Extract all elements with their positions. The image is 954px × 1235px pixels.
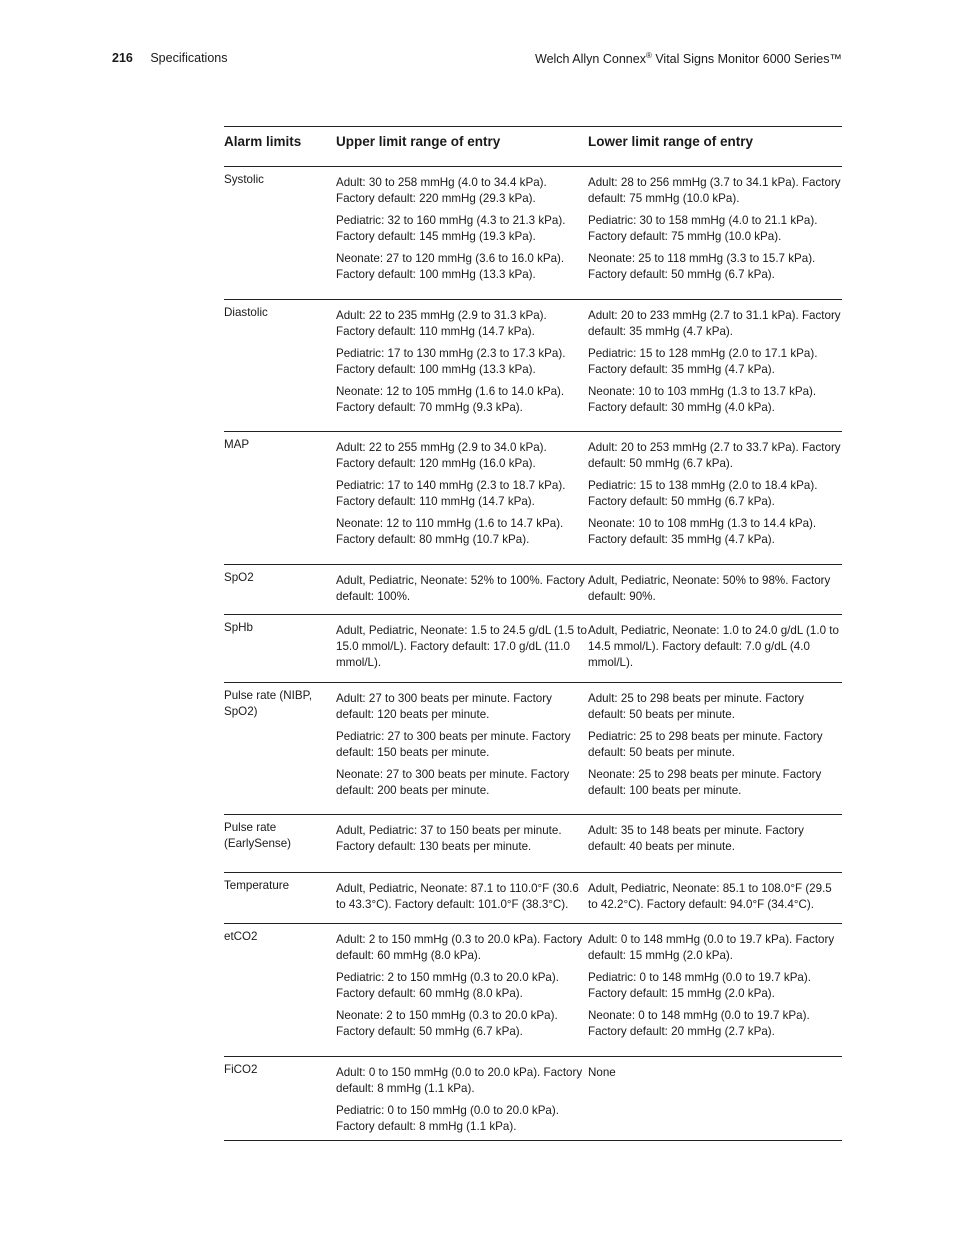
- doc-title: Welch Allyn Connex: [535, 52, 646, 67]
- lower-limit-cell: [588, 432, 842, 564]
- table-row: [224, 565, 842, 615]
- upper-limit-entry: Pediatric: 17 to 130 mmHg (2.3 to 17.3 kPa). Factory default: 100 mmHg (13.3 kPa).: [336, 347, 566, 376]
- alarm-label: FiCO2: [224, 1063, 258, 1076]
- section-name: Specifications: [150, 51, 228, 65]
- alarm-label: etCO2: [224, 930, 258, 943]
- running-header-left: [112, 51, 227, 65]
- upper-limit-cell: [336, 565, 588, 614]
- lower-limit-entry: Neonate: 10 to 108 mmHg (1.3 to 14.4 kPa). Factory default: 35 mmHg (4.7 kPa).: [588, 517, 817, 546]
- lower-limit-entry: Pediatric: 15 to 128 mmHg (2.0 to 17.1 kPa). Factory default: 35 mmHg (4.7 kPa).: [588, 347, 818, 376]
- lower-limit-cell: [588, 873, 842, 923]
- lower-limit-entry: Pediatric: 30 to 158 mmHg (4.0 to 21.1 kPa). Factory default: 75 mmHg (10.0 kPa).: [588, 214, 818, 243]
- lower-limit-entry: Neonate: 25 to 298 beats per minute. Factory default: 100 beats per minute.: [588, 768, 822, 797]
- table-row: [224, 615, 842, 683]
- upper-limit-entry: Neonate: 12 to 110 mmHg (1.6 to 14.7 kPa). Factory default: 80 mmHg (10.7 kPa).: [336, 517, 564, 546]
- upper-limit-entry: Pediatric: 2 to 150 mmHg (0.3 to 20.0 kPa). Factory default: 60 mmHg (8.0 kPa).: [336, 971, 559, 1000]
- upper-limit-entry: Adult, Pediatric, Neonate: 52% to 100%. Factory default: 100%.: [336, 574, 585, 603]
- alarm-label: Pulse rate (NIBP, SpO2): [224, 689, 313, 718]
- alarm-label: Systolic: [224, 173, 264, 186]
- lower-limit-entry: Adult, Pediatric, Neonate: 50% to 98%. Factory default: 90%.: [588, 574, 831, 603]
- page-number: 216: [112, 51, 133, 65]
- table-row: [224, 1057, 842, 1141]
- lower-limit-cell: [588, 300, 842, 431]
- alarm-label: SpHb: [224, 621, 254, 634]
- lower-limit-entry: Pediatric: 15 to 138 mmHg (2.0 to 18.4 kPa). Factory default: 50 mmHg (6.7 kPa).: [588, 479, 818, 508]
- table-header: [224, 127, 842, 167]
- lower-limit-entry: Neonate: 25 to 118 mmHg (3.3 to 15.7 kPa). Factory default: 50 mmHg (6.7 kPa).: [588, 252, 816, 281]
- lower-limit-entry: Neonate: 0 to 148 mmHg (0.0 to 19.7 kPa). Factory default: 20 mmHg (2.7 kPa).: [588, 1009, 810, 1038]
- lower-limit-entry: Adult: 25 to 298 beats per minute. Factory default: 50 beats per minute.: [588, 692, 804, 721]
- lower-limit-entry: Adult: 0 to 148 mmHg (0.0 to 19.7 kPa). Factory default: 15 mmHg (2.0 kPa).: [588, 933, 835, 962]
- lower-limit-cell: [588, 683, 842, 814]
- upper-limit-entry: Pediatric: 27 to 300 beats per minute. Factory default: 150 beats per minute.: [336, 730, 571, 759]
- upper-limit-entry: Adult, Pediatric: 37 to 150 beats per minute. Factory default: 130 beats per minute.: [336, 824, 562, 853]
- upper-limit-entry: Adult: 2 to 150 mmHg (0.3 to 20.0 kPa). Factory default: 60 mmHg (8.0 kPa).: [336, 933, 583, 962]
- upper-limit-entry: Adult: 22 to 235 mmHg (2.9 to 31.3 kPa). Factory default: 110 mmHg (14.7 kPa).: [336, 309, 547, 338]
- table-row: [224, 432, 842, 565]
- col-header-upper: Upper limit range of entry: [336, 134, 501, 149]
- upper-limit-cell: [336, 1057, 588, 1140]
- upper-limit-cell: [336, 300, 588, 431]
- upper-limit-entry: Adult: 22 to 255 mmHg (2.9 to 34.0 kPa). Factory default: 120 mmHg (16.0 kPa).: [336, 441, 547, 470]
- upper-limit-entry: Adult: 30 to 258 mmHg (4.0 to 34.4 kPa). Factory default: 220 mmHg (29.3 kPa).: [336, 176, 547, 205]
- table-row: [224, 167, 842, 300]
- col-header-alarm: Alarm limits: [224, 134, 302, 149]
- upper-limit-cell: [336, 873, 588, 923]
- lower-limit-cell: [588, 815, 842, 872]
- upper-limit-cell: [336, 615, 588, 682]
- lower-limit-cell: [588, 565, 842, 614]
- upper-limit-cell: [336, 167, 588, 299]
- alarm-label: Temperature: [224, 879, 290, 892]
- lower-limit-entry: Pediatric: 0 to 148 mmHg (0.0 to 19.7 kPa). Factory default: 15 mmHg (2.0 kPa).: [588, 971, 811, 1000]
- upper-limit-cell: [336, 432, 588, 564]
- upper-limit-cell: [336, 924, 588, 1056]
- upper-limit-entry: Adult, Pediatric, Neonate: 1.5 to 24.5 g/dL (1.5 to 15.0 mmol/L). Factory default: 17.0 g/dL (11.0 mmol/L).: [336, 624, 587, 669]
- upper-limit-cell: [336, 815, 588, 872]
- registered-mark: ®: [645, 51, 652, 60]
- lower-limit-cell: [588, 1057, 842, 1140]
- lower-limit-entry: Adult: 35 to 148 beats per minute. Factory default: 40 beats per minute.: [588, 824, 804, 853]
- table-row: [224, 873, 842, 924]
- upper-limit-entry: Neonate: 27 to 120 mmHg (3.6 to 16.0 kPa). Factory default: 100 mmHg (13.3 kPa).: [336, 252, 565, 281]
- upper-limit-entry: Neonate: 27 to 300 beats per minute. Factory default: 200 beats per minute.: [336, 768, 570, 797]
- upper-limit-entry: Adult: 0 to 150 mmHg (0.0 to 20.0 kPa). Factory default: 8 mmHg (1.1 kPa).: [336, 1066, 583, 1095]
- table-row: [224, 924, 842, 1057]
- alarm-limits-table: [224, 126, 842, 1141]
- table-row: [224, 815, 842, 873]
- upper-limit-entry: Pediatric: 0 to 150 mmHg (0.0 to 20.0 kPa). Factory default: 8 mmHg (1.1 kPa).: [336, 1104, 559, 1133]
- table-row: [224, 300, 842, 432]
- upper-limit-entry: Pediatric: 32 to 160 mmHg (4.3 to 21.3 kPa). Factory default: 145 mmHg (19.3 kPa).: [336, 214, 566, 243]
- upper-limit-entry: Adult, Pediatric, Neonate: 87.1 to 110.0°F (30.6 to 43.3°C). Factory default: 101.0°F (38.3°C).: [336, 882, 579, 911]
- doc-title-suffix: Vital Signs Monitor 6000 Series™: [651, 52, 842, 67]
- upper-limit-cell: [336, 683, 588, 814]
- running-header-right: [535, 51, 842, 66]
- alarm-label: SpO2: [224, 571, 254, 584]
- lower-limit-entry: Adult, Pediatric, Neonate: 1.0 to 24.0 g/dL (1.0 to 14.5 mmol/L). Factory default: 7.0 g/dL (4.0 mmol/L).: [588, 624, 839, 669]
- lower-limit-entry: Adult: 20 to 253 mmHg (2.7 to 33.7 kPa). Factory default: 50 mmHg (6.7 kPa).: [588, 441, 841, 470]
- lower-limit-entry: Adult: 20 to 233 mmHg (2.7 to 31.1 kPa). Factory default: 35 mmHg (4.7 kPa).: [588, 309, 841, 338]
- lower-limit-cell: [588, 924, 842, 1056]
- alarm-label: Diastolic: [224, 306, 268, 319]
- lower-limit-entry: Neonate: 10 to 103 mmHg (1.3 to 13.7 kPa). Factory default: 30 mmHg (4.0 kPa).: [588, 385, 817, 414]
- lower-limit-cell: [588, 167, 842, 299]
- upper-limit-entry: Neonate: 2 to 150 mmHg (0.3 to 20.0 kPa). Factory default: 50 mmHg (6.7 kPa).: [336, 1009, 558, 1038]
- upper-limit-entry: Pediatric: 17 to 140 mmHg (2.3 to 18.7 kPa). Factory default: 110 mmHg (14.7 kPa).: [336, 479, 566, 508]
- alarm-label: Pulse rate (EarlySense): [224, 821, 292, 850]
- lower-limit-cell: [588, 615, 842, 682]
- lower-limit-entry: Adult, Pediatric, Neonate: 85.1 to 108.0°F (29.5 to 42.2°C). Factory default: 94.0°F (34.4°C).: [588, 882, 832, 911]
- col-header-lower: Lower limit range of entry: [588, 134, 754, 149]
- upper-limit-entry: Neonate: 12 to 105 mmHg (1.6 to 14.0 kPa). Factory default: 70 mmHg (9.3 kPa).: [336, 385, 565, 414]
- lower-limit-entry: Adult: 28 to 256 mmHg (3.7 to 34.1 kPa). Factory default: 75 mmHg (10.0 kPa).: [588, 176, 841, 205]
- table-row: [224, 683, 842, 815]
- alarm-label: MAP: [224, 438, 250, 451]
- table-body: [224, 167, 842, 1141]
- lower-limit-entry: None: [588, 1066, 616, 1079]
- lower-limit-entry: Pediatric: 25 to 298 beats per minute. Factory default: 50 beats per minute.: [588, 730, 823, 759]
- upper-limit-entry: Adult: 27 to 300 beats per minute. Factory default: 120 beats per minute.: [336, 692, 552, 721]
